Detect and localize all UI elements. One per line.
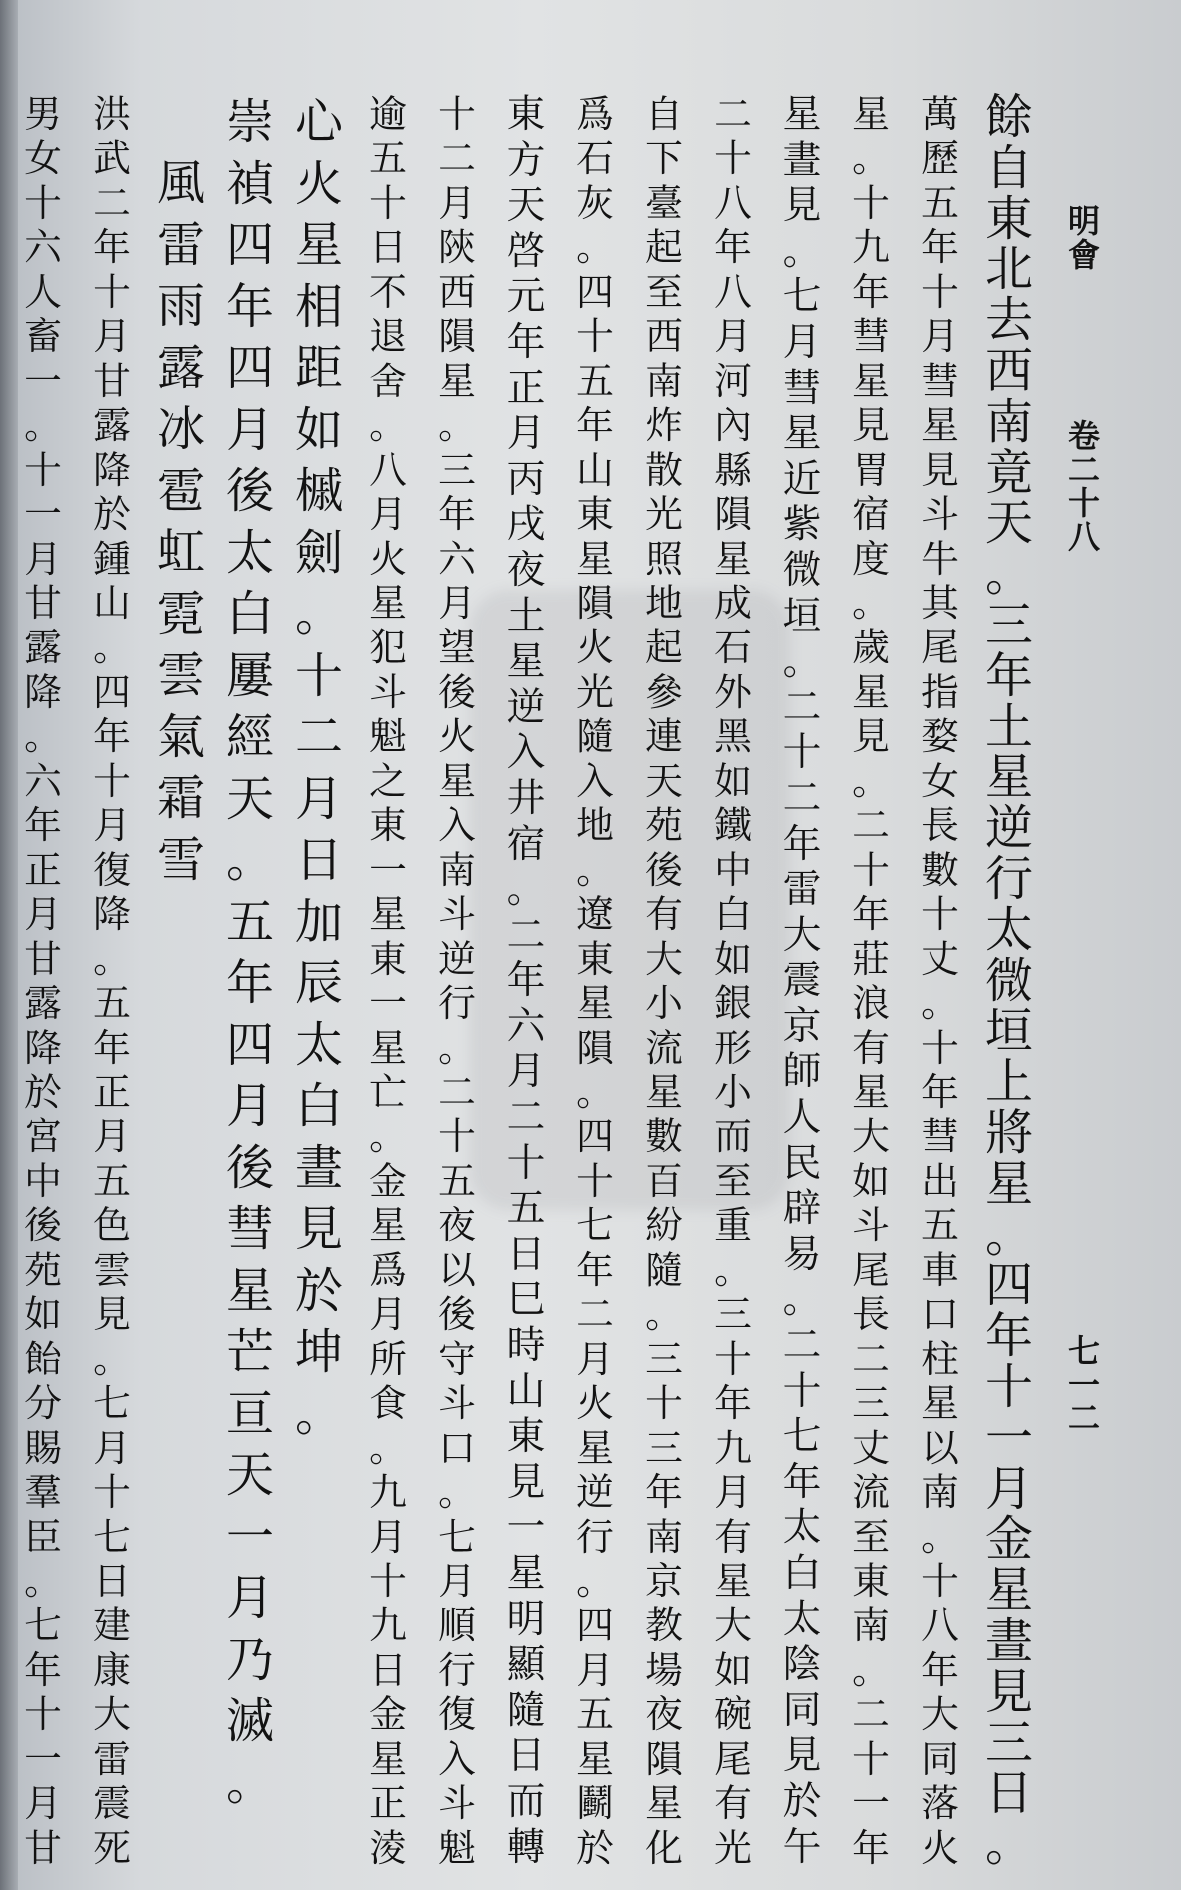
page-number: 七一二 bbox=[1067, 1332, 1100, 1438]
book-title: 明會 bbox=[1067, 202, 1100, 274]
text-column-15: 男女十六人畜一。十一月甘露降。六年正月甘露降於宮中後苑如飴分賜羣臣。七年十一月甘 bbox=[24, 92, 62, 1870]
text-column-1: 餘自東北去西南竟天。三年土星逆行太微垣上將星。四年十一月金星晝見三日。 bbox=[984, 89, 1033, 1873]
text-column-3: 星。十九年彗星見胃宿度。歲星見。二十年莊浪有星大如斗尾長二三丈流至東南。二十一年 bbox=[852, 92, 890, 1870]
text-column-14: 洪武二年十月甘露降於鍾山。四年十月復降。五年正月五色雲見。七月十七日建康大雷震死 bbox=[93, 92, 131, 1870]
text-column-8: 東方天啓元年正月丙戌夜土星逆入井宿。二年六月二十五日巳時山東見一星明顯隨日而轉 bbox=[506, 92, 546, 1870]
text-column-7: 爲石灰。四十五年山東星隕火光隨入地。遼東星隕。四十七年二月火星逆行。四月五星鬬於 bbox=[576, 92, 614, 1870]
volume-label: 卷二十八 bbox=[1067, 417, 1100, 556]
text-column-5: 二十八年八月河內縣隕星成石外黑如鐵中白如銀形小而至重。三十年九月有星大如碗尾有光 bbox=[714, 92, 752, 1870]
text-column-2: 萬歷五年十月彗星見斗牛其尾指婺女長數十丈。十年彗出五車口柱星以南。十八年大同落火 bbox=[921, 92, 959, 1870]
text-column-12: 崇禎四年四月後太白屢經天。五年四月後彗星芒亘天一月乃滅。 bbox=[225, 94, 274, 1811]
text-column-11: 心火星相距如槭劍。十二月日加辰太白晝見於坤。 bbox=[294, 94, 343, 1442]
text-column-9: 十二月陝西隕星。三年六月望後火星入南斗逆行。二十五夜以後守斗口。七月順行復入斗魁 bbox=[438, 92, 476, 1870]
text-column-10: 逾五十日不退舍。八月火星犯斗魁之東一星東一星亡。金星爲月所食。九月十九日金星正淩 bbox=[369, 92, 407, 1870]
text-column-6: 自下臺起至西南炸散光照地起參連天苑後有大小流星數百紛隨。三十三年南京教場夜隕星化 bbox=[645, 92, 683, 1870]
text-column-4: 星晝見。七月彗星近紫微垣。二十二年雷大震京師人民辟易。二十七年太白太陰同見於午 bbox=[782, 92, 822, 1870]
section-heading: 風雷雨露冰雹虹霓雲氣霜雪 bbox=[156, 155, 205, 888]
